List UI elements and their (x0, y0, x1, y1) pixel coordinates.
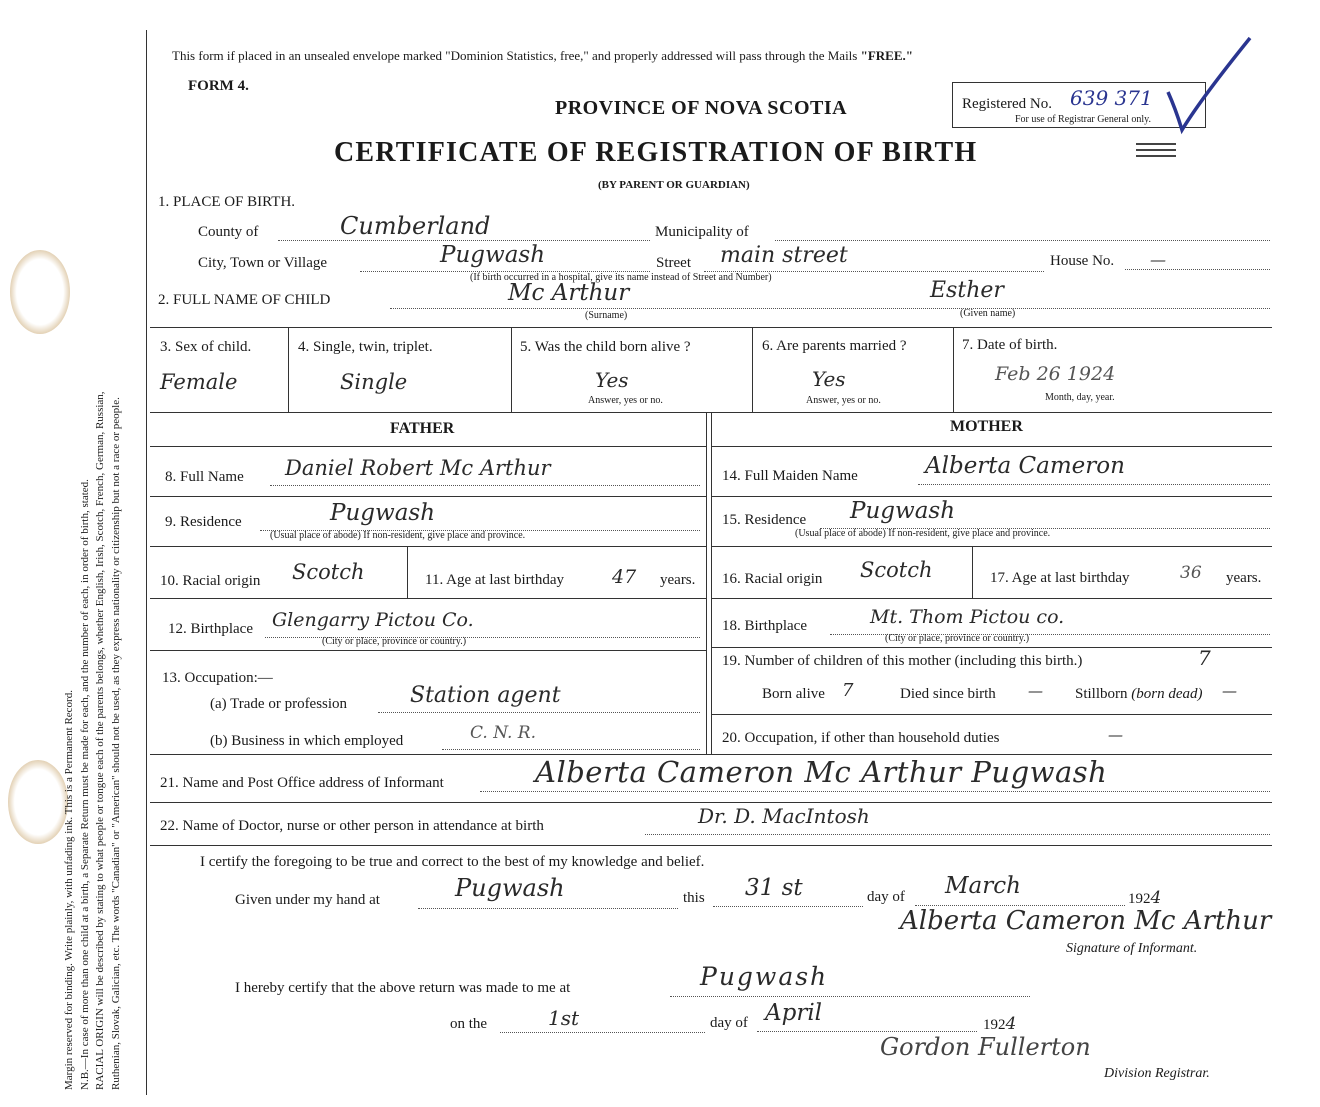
certify-statement: I certify the foregoing to be true and correct to the best of my knowledge and belief. (200, 854, 705, 870)
date-label: 7. Date of birth. (962, 337, 1058, 353)
mother-age-label: 17. Age at last birthday (990, 570, 1130, 586)
form-number: FORM 4. (188, 78, 249, 94)
margin-note-4: Ruthenian, Slovak, Galician, etc. The words "Canadian" or "American" should not be used, as they express nationality or citizenship but not a race or people. (109, 397, 122, 1090)
mother-age-value: 36 (1180, 563, 1202, 583)
stillborn-value: — (1222, 682, 1237, 700)
col-divider-3 (752, 327, 753, 412)
mother-name-label: 14. Full Maiden Name (722, 468, 858, 484)
father-residence-value: Pugwash (330, 500, 436, 526)
alive-label: 5. Was the child born alive ? (520, 339, 691, 355)
postal-note (172, 48, 913, 64)
rule-1 (150, 327, 1272, 328)
registrar-signature-label: Division Registrar. (1104, 1066, 1210, 1081)
certify-month-value: March (945, 873, 1021, 899)
doctor-label: 22. Name of Doctor, nurse or other person in attendance at birth (160, 818, 544, 834)
married-note: Answer, yes or no. (806, 395, 881, 406)
registrar-place-value: Pugwash (700, 962, 829, 991)
punch-hole-top (10, 250, 70, 334)
father-age-value: 47 (612, 566, 637, 588)
certify-year-suffix: 4 (1150, 888, 1162, 908)
county-line (278, 240, 650, 241)
certify-day-of: day of (867, 889, 905, 905)
business-value: C. N. R. (470, 723, 537, 743)
given-place-line (418, 908, 678, 909)
mother-racial-label: 16. Racial origin (722, 571, 823, 587)
rule-mother-1 (711, 496, 1272, 497)
informant-line (480, 791, 1270, 792)
rule-father-3 (150, 598, 706, 599)
mother-residence-note: (Usual place of abode) If non-resident, give place and province. (795, 528, 1051, 539)
trade-line (378, 712, 700, 713)
certify-year (1128, 888, 1161, 908)
certify-day-line (713, 906, 863, 907)
house-label: House No. (1050, 253, 1115, 269)
doctor-value: Dr. D. MacIntosh (698, 804, 870, 828)
house-line (1125, 269, 1270, 270)
center-divider-thin (711, 412, 712, 754)
col-divider-4 (953, 327, 954, 412)
registrar-on-the: on the (450, 1016, 488, 1032)
certify-year-prefix: 192 (1128, 891, 1151, 907)
mother-age-years: years. (1226, 570, 1262, 586)
father-residence-label: 9. Residence (165, 514, 242, 530)
given-name-note: (Given name) (960, 308, 1016, 319)
county-value: Cumberland (340, 212, 491, 240)
stillborn-label (1075, 686, 1203, 703)
registrar-year-suffix: 4 (1005, 1014, 1017, 1034)
sex-value: Female (160, 370, 238, 394)
single-label: 4. Single, twin, triplet. (298, 339, 433, 355)
city-label: City, Town or Village (198, 255, 328, 271)
trade-value: Station agent (410, 683, 561, 708)
child-name-label: 2. FULL NAME OF CHILD (158, 292, 331, 308)
center-divider (706, 412, 707, 754)
registrar-year-prefix: 192 (983, 1017, 1006, 1033)
province-heading: PROVINCE OF NOVA SCOTIA (555, 97, 848, 119)
surname-note: (Surname) (585, 310, 628, 321)
postal-free: "FREE." (860, 48, 913, 63)
children-value: 7 (1198, 646, 1211, 670)
margin-notes (62, 30, 124, 1090)
father-racial-label: 10. Racial origin (160, 573, 261, 589)
registrar-place-line (670, 996, 1030, 997)
postal-note-text: This form if placed in an unsealed envelope marked "Dominion Statistics, free," and properly addressed will pass through the Mails (172, 48, 858, 63)
registered-label: Registered No. (962, 96, 1052, 112)
margin-note-3: RACIAL ORIGIN will be described by stating to what people or tongue each of the parents belongs, whether English, Irish, Scotch, French, German, Russian, (94, 391, 106, 1090)
date-note: Month, day, year. (1045, 392, 1115, 403)
rule-father-1 (150, 496, 706, 497)
alive-note: Answer, yes or no. (588, 395, 663, 406)
father-racial-value: Scotch (292, 560, 365, 584)
child-surname: Mc Arthur (508, 280, 630, 306)
rule-father-2 (150, 546, 706, 547)
child-given-name: Esther (930, 278, 1004, 303)
father-residence-note: (Usual place of abode) If non-resident, give place and province. (270, 530, 526, 541)
rule-mother-5 (711, 714, 1272, 715)
city-value: Pugwash (440, 242, 546, 268)
registrar-day-value: 1st (548, 1006, 580, 1030)
registrar-month-value: April (765, 1000, 823, 1026)
father-age-years: years. (660, 572, 696, 588)
father-racial-divider (407, 546, 408, 598)
mother-residence-label: 15. Residence (722, 512, 807, 528)
margin-note-2: N.B.—In case of more than one child at a birth, a Separate Return must be made for each, and the number of each, in order of birth, stated. (78, 479, 91, 1090)
alive-value: Yes (595, 368, 629, 392)
occupation-label: 13. Occupation:— (162, 670, 273, 686)
col-divider-1 (288, 327, 289, 412)
stillborn-note: (born dead) (1131, 686, 1203, 702)
father-heading: FATHER (390, 420, 455, 437)
informant-signature-label: Signature of Informant. (1066, 941, 1198, 956)
father-birthplace-value: Glengarry Pictou Co. (272, 609, 474, 631)
father-age-label: 11. Age at last birthday (425, 572, 564, 588)
margin-note-1: Margin reserved for binding. Write plainly, with unfading ink. This is a Permanent Record. (63, 690, 75, 1090)
father-name-label: 8. Full Name (165, 469, 244, 485)
informant-signature: Alberta Cameron Mc Arthur (900, 906, 1272, 936)
mother-name-line (918, 484, 1270, 485)
married-value: Yes (812, 367, 846, 391)
mother-birthplace-value: Mt. Thom Pictou co. (870, 606, 1065, 628)
municipality-line (775, 240, 1270, 241)
rule-4 (150, 802, 1272, 803)
checkmark-icon (1160, 30, 1260, 140)
father-name-value: Daniel Robert Mc Arthur (285, 456, 551, 480)
hospital-note: (If birth occurred in a hospital, give its name instead of Street and Number) (470, 272, 772, 283)
doctor-line (645, 834, 1270, 835)
registrar-month-line (757, 1031, 977, 1032)
given-place-value: Pugwash (455, 874, 565, 902)
child-name-line (390, 308, 1270, 309)
mother-racial-value: Scotch (860, 558, 933, 582)
struck-mark-icon (1132, 138, 1182, 162)
rule-mother-heading (711, 446, 1272, 447)
died-value: — (1028, 682, 1043, 700)
mother-name-value: Alberta Cameron (925, 453, 1125, 479)
mother-residence-value: Pugwash (850, 498, 956, 524)
business-line (442, 749, 700, 750)
father-birthplace-note: (City or place, province or country.) (322, 636, 467, 647)
rule-mother-3 (711, 598, 1272, 599)
single-value: Single (340, 370, 408, 394)
mother-occupation-value: — (1108, 726, 1123, 744)
certificate-title: CERTIFICATE OF REGISTRATION OF BIRTH (334, 137, 978, 168)
street-label: Street (656, 255, 691, 271)
trade-label: (a) Trade or profession (210, 696, 348, 712)
registrar-signature: Gordon Fullerton (880, 1033, 1091, 1061)
sex-label: 3. Sex of child. (160, 339, 252, 355)
registrar-day-line (500, 1032, 705, 1033)
mother-birthplace-label: 18. Birthplace (722, 618, 807, 634)
married-label: 6. Are parents married ? (762, 338, 907, 354)
date-value: Feb 26 1924 (995, 363, 1116, 385)
certify-this: this (683, 890, 705, 906)
rule-father-4 (150, 650, 706, 651)
registrar-statement: I hereby certify that the above return was made to me at (235, 980, 571, 996)
given-label: Given under my hand at (235, 892, 380, 908)
born-alive-value: 7 (842, 680, 854, 701)
rule-5 (150, 845, 1272, 846)
informant-label: 21. Name and Post Office address of Informant (160, 775, 444, 791)
mother-racial-divider (972, 546, 973, 598)
certify-day-value: 31 st (745, 875, 803, 901)
registered-number: 639 371 (1070, 86, 1153, 110)
children-label: 19. Number of children of this mother (including this birth.) (722, 653, 1083, 669)
registrar-use-note: For use of Registrar General only. (1015, 114, 1151, 125)
place-heading: 1. PLACE OF BIRTH. (158, 194, 296, 210)
punch-hole-bottom (8, 760, 68, 844)
mother-occupation-label: 20. Occupation, if other than household duties (722, 730, 1000, 746)
business-label: (b) Business in which employed (210, 733, 404, 749)
rule-mother-4 (711, 647, 1272, 648)
mother-heading: MOTHER (950, 418, 1023, 435)
registrar-day-of: day of (710, 1015, 748, 1031)
certificate-subtitle: (BY PARENT OR GUARDIAN) (598, 179, 750, 191)
mother-birthplace-note: (City or place, province or country.) (885, 633, 1030, 644)
municipality-label: Municipality of (655, 224, 749, 240)
stillborn-label-text: Stillborn (1075, 686, 1128, 702)
registrar-year (983, 1014, 1016, 1034)
rule-father-heading (150, 446, 706, 447)
father-birthplace-label: 12. Birthplace (168, 621, 253, 637)
rule-mother-2 (711, 546, 1272, 547)
street-value: main street (720, 243, 848, 268)
county-label: County of (198, 224, 259, 240)
house-value: — (1150, 250, 1166, 269)
born-alive-label: Born alive (762, 686, 825, 702)
died-label: Died since birth (900, 686, 996, 702)
father-name-line (270, 485, 700, 486)
binding-margin-line (146, 30, 147, 1095)
col-divider-2 (511, 327, 512, 412)
informant-value: Alberta Cameron Mc Arthur Pugwash (535, 755, 1108, 789)
